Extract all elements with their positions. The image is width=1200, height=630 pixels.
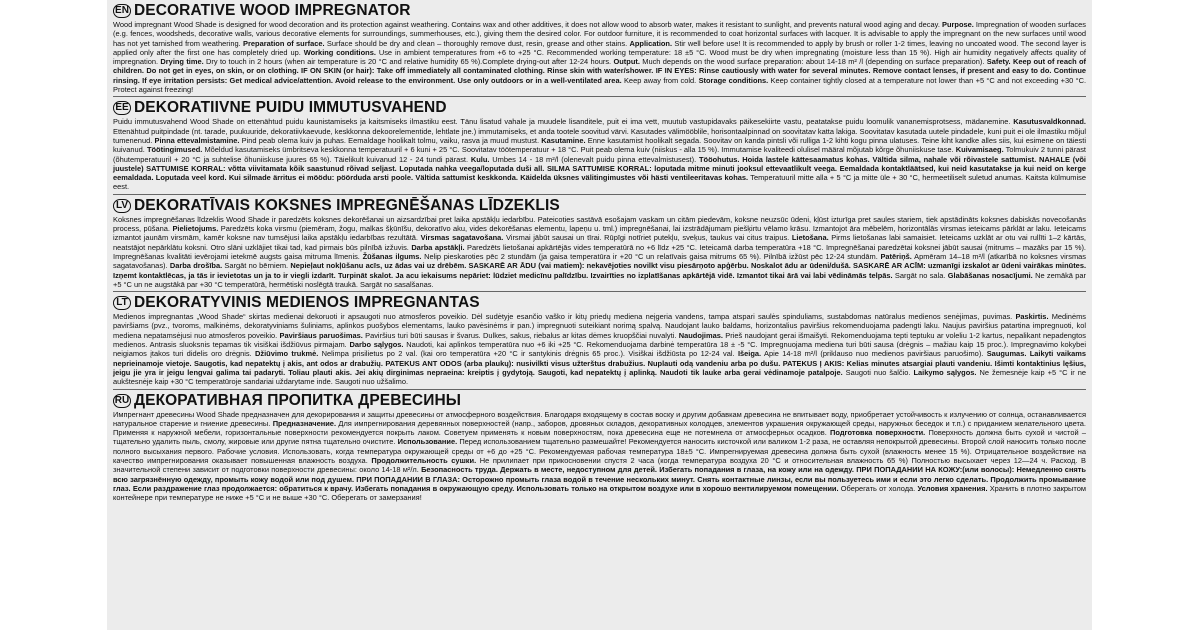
body-text-run: Apmēram 14–18 m²/l (atkarībā no koksnes virsmas sagatavošanas). — [113, 251, 1086, 271]
body-bold-run: Purpose. — [942, 20, 974, 29]
body-text-run: Medinėms paviršiams (pvz., tvoroms, malkinėms, dekoratyviniams šuliniams, aplinkos puošybos elementams, lauko pavėsinėms ir pan.) impregnuoti suteikiant norimą spalvą. Naudojant lauko baldams, horizontalius paviršius rekomenduojama padengti laku. Naujus paviršius patartina impregnuoti, kol mediena nepatamsėjusi nuo atmosferos poveikio. — [113, 312, 1086, 340]
body-bold-run: Preparation of surface. — [243, 38, 325, 48]
section-title: DECORATIVE WOOD IMPREGNATOR — [134, 2, 411, 19]
section-body — [113, 20, 1086, 97]
section-ru — [113, 392, 1086, 505]
section-title: DEKORATĪVAIS KOKSNES IMPREGNĒŠANAS LĪDZEKLIS — [134, 196, 560, 214]
body-bold-run: Safety. Keep out of reach of children. Do not get in eyes, on skin, or on clothing. IF ON SKIN (or hair): Take off immediately all contaminated clothing. Rinse skin with water/shower. IF IN EYES: Rinse cautiously with water for several minutes. Remove contact lenses, if present and easy to do. Continue rinsing. If eye irritation persists: Get medical advice/attention. Avoid release to the environment. Use only outdoors or in a well-ventilated area. — [113, 57, 1086, 85]
body-bold-run: Darba drošība. — [169, 261, 223, 271]
section-body — [113, 410, 1086, 505]
body-text-run: Mõeldud kasutamiseks ümbritseva keskkonna temperatuuril + 6 kuni + 25 °C. Soovitatav töötemperatuur + 18 °C. Puit peab olema kuiv (niiskus - alla 15 %). Immutamise kvaliteedi olulisel määral mõjutab kõrge õhuniiskuse tase. — [202, 145, 956, 155]
section-body — [113, 312, 1086, 389]
body-bold-run: Patēriņš. — [880, 251, 912, 261]
body-text-run: Much depends on the wood surface preparation: about 14-18 m² /l (depending on surface preparation). — [639, 57, 987, 67]
body-text-run: Nelip pieskaroties pēc 2 stundām (ja gaisa temperatūra ir +20 °C un relatīvais gaisa mitrums 65 %). Pilnībā izžūst pēc 12-24 stundām. — [421, 251, 881, 261]
body-bold-run: Output. — [613, 57, 640, 67]
section-header — [113, 392, 1086, 410]
body-text-run: Enne kasutamist hoolikalt segada. Soovitav on kanda pintsli või rulliga 1-2 kihti kogu pinna ulatuses. Teine kiht kandke alles siis, kui esimene on täiesti kuivanud. — [113, 135, 1086, 155]
body-bold-run: Nepieļaut nokļūšanu acīs, uz ādas vai uz drēbēm. SASKARĒ AR ĀDU (vai matiem): nekavējoties novilkt visu piesārņoto apģērbu. Noskalot ādu ar ūdeni/dušā. SASKARĒ AR ACĪM: uzmanīgi izskalot ar ūdeni vairākas minūtes. Izņemt kontaktlēcas, ja tās ir ievietotas un ja to ir viegli izdarīt. Turpināt skalot. Ja acu iekaisums nepāriet: lūdziet medicīnu palīdzību. Izvairīties no izplatīšanas apkārtējā vidē. Izmantot tikai ārā vai labi vēdināmās telpās. — [113, 261, 1087, 280]
body-bold-run: Kuivamisaeg. — [955, 145, 1004, 155]
body-text-run: Prieš naudojant gerai išmaišyti. Rekomenduojama tepti teptuku ar voleliu 1-2 kartus, nepalikant nepadengtos medienos. Antrasis sluoksnis tepamas tik visiškai išdžiūvus pirmajam. — [113, 330, 1086, 350]
body-text-run: Импрегнант древесины Wood Shade предназначен для декорирования и защиты древесины от атмосферного воздействия. Благодаря входящему в состав воску и другим добавкам древесина не впитывает воду, приобретает устойчивость к излучению от солнца, останавливается натуральное старение и гниение древесины. — [113, 409, 1086, 428]
body-bold-run: Glabāšanas nosacījumi. — [947, 270, 1033, 280]
body-text-run: Sargāt no sala. — [892, 270, 948, 280]
section-en — [113, 2, 1086, 97]
section-lt — [113, 294, 1086, 389]
body-text-run: Paviršius turi būti sausas ir švarus. Dulkes, sakus, riebalus ar kitas dėmes kruopščiai nuvalyti. — [362, 330, 679, 340]
body-bold-run: Paviršiaus paruošimas. — [279, 330, 363, 340]
body-bold-run: Töötingimused. — [146, 145, 203, 155]
body-text-run: Stir well before use! It is recommended to apply by brush or roller 1-2 times, leaving no uncoated wood. The second layer is applied only after the first one has completely dried up. — [113, 38, 1087, 57]
body-text-run: Ne zemākā par +5 °C un ne augstākā par +30 °C temperatūrā, hermētiski noslēgtā traukā. Sargāt no sasalšanas. — [113, 270, 1087, 289]
body-text-run: Paredzēts koka virsmu (piemēram, žogu, malkas šķūnīšu, dekoratīvo aku, vides dekorēšanas elementu, lapeņu u. tml.) impregnēšanai, lai izstrādājumam piešķirtu vēlamo krāsu. Izmantojot āra mēbelēm, horizontālās virsmas ieteicams pārklāt ar laku. Ieteicams izmantot jaunām virsmām, kamēr koksne nav tumsējusi laika apstākļu iedarbības rezultātā. — [113, 224, 1086, 243]
body-bold-run: Žūšanas ilgums. — [362, 251, 422, 261]
body-text-run: Impregnation of wooden surfaces (e.g. fences, woodsheds, decorative walls, various decorative elements for surroundings, summerhouses, etc.), giving them the desired color. For outdoor furniture, it is recommended to coat horizontal surfaces with lacquer. It is advisable to apply the impregnant on the new surfaces until wood has not yet tarnished from weathering. — [113, 20, 1087, 48]
body-text-run: Sargāt no bērniem. — [222, 261, 291, 271]
body-bold-run: Darba apstākļi. — [411, 242, 465, 252]
section-ee — [113, 99, 1086, 194]
body-text-run: Оберегать от холода. — [838, 483, 918, 493]
section-title: DEKORATYVINIS MEDIENOS IMPREGNANTAS — [134, 294, 480, 312]
body-bold-run: Предназначение. — [272, 418, 337, 428]
body-bold-run: Working conditions. — [303, 47, 376, 57]
section-lv — [113, 197, 1086, 292]
section-body — [113, 215, 1086, 292]
body-text-run: Surface should be dry and clean – thoroughly remove dust, resin, grease and other stains. — [324, 38, 630, 48]
body-text-run: Medienos impregnantas „Wood Shade“ skirtas medienai dekoruoti ir apsaugoti nuo atmosferos poveikio. Dėl sudėtyje esančio vaško ir kitų priedų mediena neįgeria vandens, tampa atspari saulės spinduliams, sustabdomas natūralus medienos senėjimas, puvimas. — [113, 312, 1016, 322]
body-bold-run: Pinna ettevalmistamine. — [154, 135, 240, 145]
body-text-run: Для импрегнирования деревянных поверхностей (напр., заборов, дровяных складов, декоративных колодцев, элементов украшения окружающей среды, наружных беседок и т.п.) с приданием желательного цвета. Применяя к наружной мебели, горизонтальные поверхности рекомендуется покрыть лаком. Советуем применять к новым поверхностям, пока древесина еще не потемнела от атмосферных осадков. — [113, 418, 1086, 438]
body-bold-run: Подготовка поверхности. — [830, 428, 926, 438]
body-text-run: Nelimpa prisilietus po 2 val. (kai oro temperatūra +20 °C ir santykinis drėgnis 65 proc.). Visiškai išdžiūsta po 12-24 val. — [318, 349, 738, 359]
body-bold-run: Storage conditions. — [698, 75, 769, 85]
body-bold-run: Kasutusvaldkonnad. — [1013, 117, 1086, 127]
body-bold-run: Virsmas sagatavošana. — [420, 233, 504, 243]
body-bold-run: Džiūvimo trukmė. — [255, 349, 319, 359]
body-bold-run: Kulu. — [470, 154, 490, 164]
body-bold-run: Lietošana. — [791, 233, 829, 243]
section-title: DEKORATIIVNE PUIDU IMMUTUSVAHEND — [134, 99, 447, 117]
body-text-run: Temperatuuril mitte alla + 5 °C ja mitte üle + 30 °C, hermeetiliselt suletud anumas. Kaitsta külmumise eest. — [113, 173, 1086, 192]
body-text-run: Keep container tightly closed at a temperature not lower than +5 °C and not exceeding +30 °C. Protect against freezing! — [113, 75, 1087, 95]
body-bold-run: Darbo sąlygos. — [349, 340, 404, 350]
body-text-run: Dry to touch in 2 hours (when air temperature is 20 °C and relative humidity 65 %).Complete drying-out after 12-24 hours. — [203, 57, 614, 67]
body-bold-run: Kasutamine. — [541, 135, 586, 145]
language-code-badge: LV — [113, 199, 131, 213]
body-text-run: Apie 14-18 m²/l (priklauso nuo medienos paviršiaus paruošimo). — [761, 349, 987, 359]
section-header — [113, 294, 1086, 312]
body-text-run: Не прилипает при прикосновении спустя 2 часа (когда температура воздуха 20 °C и относительная влажность 65 %) Полностью высыхает через 12—24 ч. Расход. В значительной степени зависит от подготовки поверхности древесины: около 14-18 м²/л. — [113, 455, 1086, 475]
body-bold-run: Drying time. — [160, 57, 204, 67]
section-header — [113, 197, 1086, 215]
language-code-badge: EE — [113, 101, 131, 115]
body-text-run: Paredzēts lietošanai apkārtējās vides temperatūrā no +6 līdz +25 °C. Ieteicamā darba temperatūra +18 °C. Impregnēšanai paredzētai koksnei jābūt sausai (mitrums – mazāks par 15 %). Impregnēšanas kvalitāti ievērojami ietekmē augsts gaisa mitruma līmenis. — [113, 242, 1086, 261]
language-code-badge: EN — [113, 4, 131, 18]
body-text-run: Saugoti nuo šalčio. — [842, 367, 914, 377]
body-text-run: Ne žemesnėje kaip +5 °C ir ne aukštesnėje kaip +30 °C temperatūroje sandariai uždarytame inde. Saugoti nuo užšalimo. — [113, 367, 1086, 387]
body-text-run: Wood impregnant Wood Shade is designed for wood decoration and its protection against weathering. Contains wax and other additives, it does not allow wood to absorb water, makes it resistant to sunlight, and prevents natural wood aging and decay. — [113, 20, 942, 29]
body-text-run: Ettenähtud puitpindade (nt. tarade, puukuuride, dekoratiivkaevude, keskkonna dekoorelementide, lehtlate jne.) immutamiseks, et anda tootele soovitud värvi. Kasutades välimööblile, horisontaalpinnad on soovitatav katta lakiga. Soovitatav kasutada uutele pindadele, kuni puit ei ole ilmastiku mõjul tumenenud. — [113, 126, 1086, 145]
body-bold-run: Application. — [629, 38, 673, 48]
section-header — [113, 99, 1086, 117]
body-text-run: Keep away from cold. — [621, 75, 699, 85]
body-bold-run: Saugumas. Laikyti vaikams neprieinamoje vietoje. Saugotis, kad nepatektų į akis, ant odos ar drabužių. PATEKUS ANT ODOS (arba plaukų): nusivilkti visus užterštus drabužius. Nuplauti odą vandeniu arba po dušu. PATEKUS Į AKIS: Kelias minutes atsargiai plauti vandeniu. Išimti kontaktinius lęšius, jeigu jie yra ir jeigu lengvai galima tai padaryti. Toliau plauti akis. Jei akių dirginimas nepraeina: kreiptis į gydytoją. — [113, 349, 1087, 377]
body-text-run: Tolmukuiv 2 tunni pärast (õhutemperatuuril + 20 °C ja suhtelise õhuniiskuse juures 65 %). Täielikult kuivanud 12 - 24 tundi pärast. — [113, 145, 1087, 164]
section-title: ДЕКОРАТИВНАЯ ПРОПИТКА ДРЕВЕСИНЫ — [134, 391, 462, 409]
body-bold-run: Paskirtis. — [1015, 312, 1049, 322]
body-bold-run: Tööohutus. Hoida lastele kättesaamatus kohas. Vältida silma, nahale või rõivastele sattumist. NAHALE (või juustele) SATTUMISE KORRAL: võtta viivitamata kõik saastunud rõivad seljast. Loputada nahka veega/loputada duši all. SILMA SATTUMISE KORRAL: loputada mitme minuti jooksul ettevaatlikult veega. Eemaldada kontaktläätsed, kui neid kasutatakse ja kui neid on kerge eemaldada. Loputada veel kord. Kui silmade ärritus ei möödu: pöörduda arsti poole. Vältida sattumist keskkonda. Käidelda üksnes välitingimustes või hästi ventileeritavas kohas. — [113, 154, 1086, 183]
body-text-run: Перед использованием тщательно размешайте! Рекомендуется наносить кисточкой или валиком 1-2 раза, не оставляя непокрытой древесины. Второй слой наносить только после полного высыхания первого. Рабочие условия. Использовать, когда температура окружающей среды от +6 до +25 °C. Рекомендуемая рабочая температура 18±5 °C. Импрегнируемая древесина должна быть сухой (влажность менее 15 %). Отрицательное воздействие на качество импрегнирования оказывает повышенная влажность воздуха. — [113, 437, 1086, 465]
section-body — [113, 117, 1086, 194]
body-bold-run: Pielietojums. — [172, 224, 219, 234]
body-text-run: Хранить в плотно закрытом контейнере при температуре не ниже +5 °C и не выше +30 °C. Оберегать от замерзания! — [113, 483, 1086, 503]
body-text-run: Puidu immutusvahend Wood Shade on ettenähtud puidu kaunistamiseks ja kaitsmiseks ilmastiku eest. Tänu lisatud vahale ja muudele lisanditele, puit ei ima vett, muutub vastupidavaks päikesekiirte vastu, peatatakse puidu loomulik vananemisprotsess, mädanemine. — [113, 117, 1014, 127]
body-bold-run: Использование. — [397, 437, 458, 447]
body-text-run: Use in ambient temperatures from +6 to +25 °C. Recommended working temperature: 18 ±5 °C. Wood must be dry when impregnating (moisture less than 15 %). High air humidity negatively affects quality of impregnation. — [113, 47, 1086, 67]
body-bold-run: Безопасность труда. Держать в месте, недоступном для детей. Избегать попадания в глаза, на кожу или на одежду. ПРИ ПОПАДАНИИ НА КОЖУ:(или волосы): Немедленно снять всю загрязнённую одежду, промыть кожу водой или под душем. ПРИ ПОПАДАНИИ В ГЛАЗА: Осторожно промыть глаза водой в течение нескольких минут. Снять контактные линзы, если вы пользуетесь ими и если это легко сделать. Продолжить промывание глаз. Если раздражение глаз продолжается: обратиться к врачу. Избегать попадания в окружающую среду. Использовать только на открытом воздухе или в хорошо вентилируемом помещении. — [113, 465, 1086, 493]
body-text-run: Virsmai jābūt sausai un tīrai. Rūpīgi notīriet putekļu, sveķus, taukus vai citus traipus. — [503, 233, 792, 243]
body-text-run: Pirms lietošanas labi samaisiet. Ieteicams uzklāt ar otu vai rullīti 1–2 kārtās, neatstājot nepārklātu koksni. Otro slāni uzklājiet tikai tad, kad pirmais būs pilnībā izžuvis. — [113, 233, 1087, 252]
section-header — [113, 2, 1086, 20]
body-text-run: Umbes 14 - 18 m²/l (olenevalt puidu pinna ettevalmistusest). — [489, 154, 699, 164]
language-code-badge: LT — [113, 296, 131, 310]
body-bold-run: Išeiga. — [737, 349, 762, 359]
body-text-run: Naudoti, kai aplinkos temperatūra nuo +6 iki +25 °C. Rekomenduojama darbinė temperatūra 18 ± -5 °C. Impregnuojama mediena turi būti sausa (drėgnis – mažiau kaip 15 proc.). Impregnavimo kokybei neigiamos įtakos turi didelis oro drėgnis. — [113, 340, 1086, 359]
body-bold-run: Saugoti, kad nepatektų į aplinką. Naudoti tik lauke arba gerai vėdinamoje patalpoje. — [537, 367, 843, 377]
body-text-run: Koksnes impregnēšanas līdzeklis Wood Shade ir paredzēts koksnes dekorēšanai un aizsardzībai pret laika apstākļu iedarbību. Pateicoties sastāvā esošajam vaskam un citām piedevām, koksne neuzsūc ūdeni, kļūst izturīga pret saules stariem, tiek apstādināts koksnes dabiskās novecošanās process, pūšana. — [113, 214, 1086, 234]
body-text-run: Поверхность должна быть сухой и чистой – тщательно удалить пыль, смолу, жировые или другие пятна тщательно очистите. — [113, 428, 1086, 447]
body-bold-run: Naudojimas. — [678, 330, 723, 340]
label-sheet — [107, 0, 1092, 630]
language-code-badge: RU — [114, 394, 130, 406]
body-bold-run: Laikymo sąlygos. — [913, 367, 977, 377]
body-text-run: Pind peab olema kuiv ja puhas. Eemaldage hoolikalt tolmu, vaiku, rasva ja muud mustust. — [239, 135, 542, 145]
body-bold-run: Условия хранения. — [917, 483, 988, 493]
body-bold-run: Продолжительность сушки. — [371, 455, 477, 465]
